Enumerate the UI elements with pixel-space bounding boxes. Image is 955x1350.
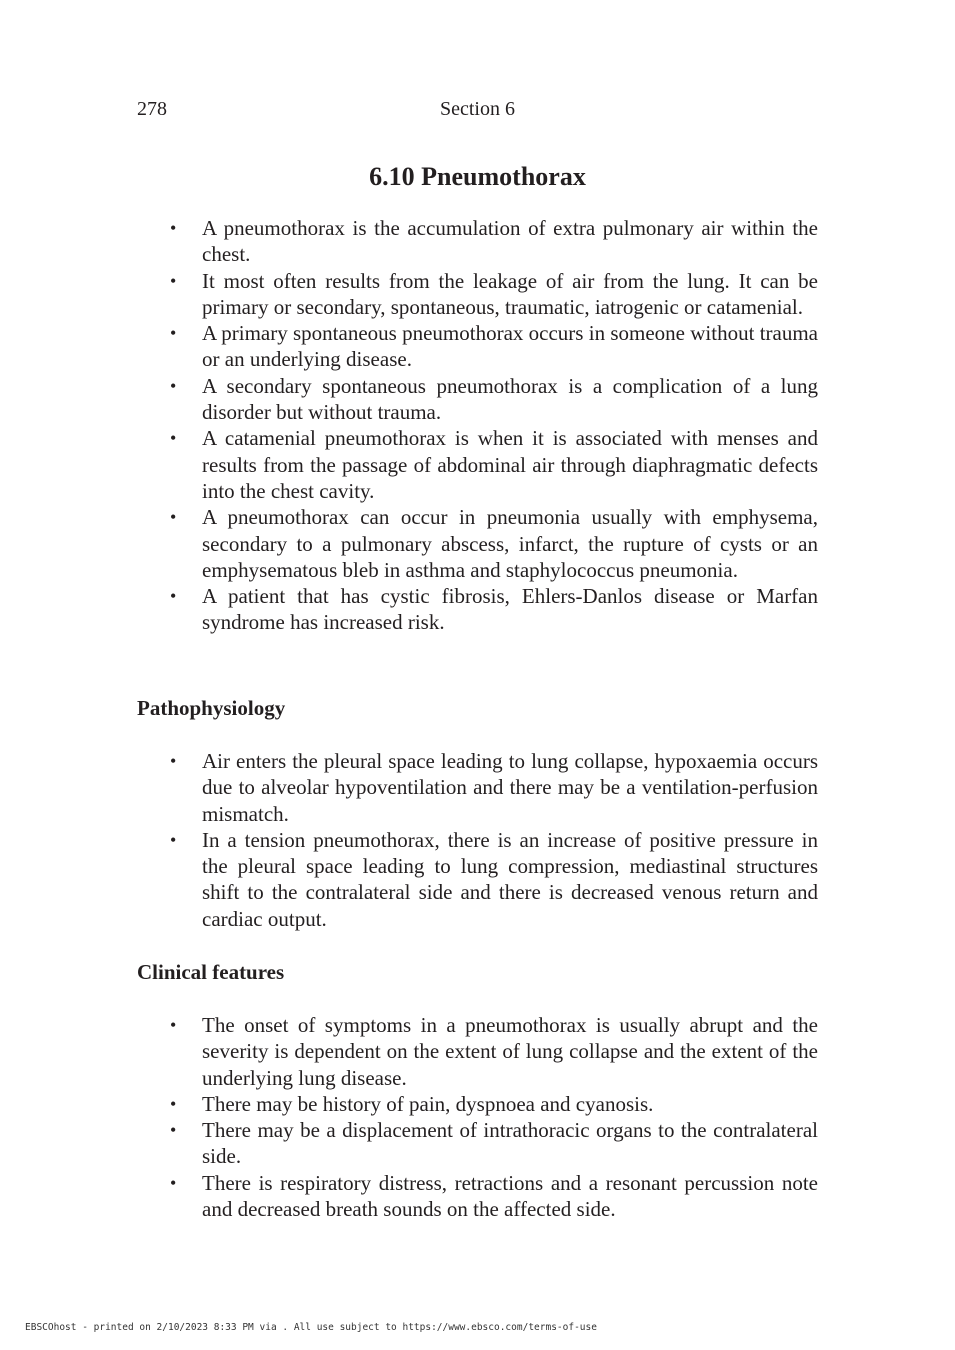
list-item <box>170 268 818 321</box>
bullet-icon: • <box>170 751 177 771</box>
list-item-text: There may be history of pain, dyspnoea and cyanosis. <box>202 1091 654 1116</box>
print-footer: EBSCOhost - printed on 2/10/2023 8:33 PM via . All use subject to https://www.ebsco.com/terms-of-use <box>25 1322 597 1333</box>
clinical-features-bullet-list <box>170 1012 818 1222</box>
list-item <box>170 425 818 504</box>
bullet-icon: • <box>170 586 177 607</box>
list-item-text: A pneumothorax can occur in pneumonia usually with emphysema, secondary to a pulmonary abscess, infarct, the rupture of cysts or an emphysematous bleb in asthma and staphylococcus pneumonia. <box>202 505 818 582</box>
bullet-icon: • <box>170 270 177 291</box>
bullet-icon: • <box>170 507 177 528</box>
list-item <box>170 748 818 827</box>
list-item <box>170 1117 818 1170</box>
list-item-text: A catamenial pneumothorax is when it is associated with menses and results from the passage of abdominal air through diaphragmatic defects into the chest cavity. <box>202 426 818 503</box>
bullet-icon: • <box>170 1120 177 1141</box>
bullet-icon: • <box>170 218 177 238</box>
bullet-icon: • <box>170 1015 177 1035</box>
running-header: Section 6 <box>440 98 515 120</box>
intro-bullet-list <box>170 215 818 636</box>
section-heading-pathophysiology: Pathophysiology <box>137 696 286 720</box>
list-item <box>170 583 818 636</box>
list-item <box>170 1012 818 1091</box>
list-item-text: Air enters the pleural space leading to lung collapse, hypoxaemia occurs due to alveolar hypoventilation and there may be a ventilation-perfusion mismatch. <box>202 749 818 826</box>
pathophysiology-bullet-list <box>170 748 818 932</box>
chapter-title: 6.10 Pneumothorax <box>369 162 586 191</box>
list-item-text: A pneumothorax is the accumulation of extra pulmonary air within the chest. <box>202 216 818 267</box>
page-number: 278 <box>137 98 167 120</box>
list-item-text: There is respiratory distress, retractions and a resonant percussion note and decreased breath sounds on the affected side. <box>202 1170 818 1222</box>
list-item-text: In a tension pneumothorax, there is an increase of positive pressure in the pleural space leading to lung compression, mediastinal structures shift to the contralateral side and there is decreased venous return and cardiac output. <box>202 827 818 931</box>
bullet-icon: • <box>170 1093 177 1114</box>
list-item <box>170 215 818 268</box>
bullet-icon: • <box>170 1172 177 1193</box>
bullet-icon: • <box>170 829 177 850</box>
list-item <box>170 320 818 373</box>
list-item <box>170 504 818 583</box>
list-item-text: The onset of symptoms in a pneumothorax is usually abrupt and the severity is dependent on the extent of lung collapse and the extent of the underlying lung disease. <box>202 1013 818 1090</box>
list-item-text: A patient that has cystic fibrosis, Ehlers-Danlos disease or Marfan syndrome has increased risk. <box>202 584 818 635</box>
bullet-icon: • <box>170 323 177 344</box>
list-item <box>170 373 818 426</box>
bullet-icon: • <box>170 428 177 449</box>
bullet-icon: • <box>170 375 177 396</box>
list-item-text: A secondary spontaneous pneumothorax is a complication of a lung disorder but without trauma. <box>202 373 818 425</box>
list-item <box>170 1091 818 1117</box>
section-heading-clinical-features: Clinical features <box>137 960 285 984</box>
list-item <box>170 1170 818 1223</box>
list-item <box>170 827 818 932</box>
list-item-text: A primary spontaneous pneumothorax occurs in someone without trauma or an underlying disease. <box>202 321 818 372</box>
list-item-text: There may be a displacement of intrathoracic organs to the contralateral side. <box>202 1118 818 1169</box>
list-item-text: It most often results from the leakage of air from the lung. It can be primary or secondary, spontaneous, traumatic, iatrogenic or catamenial. <box>202 268 818 319</box>
